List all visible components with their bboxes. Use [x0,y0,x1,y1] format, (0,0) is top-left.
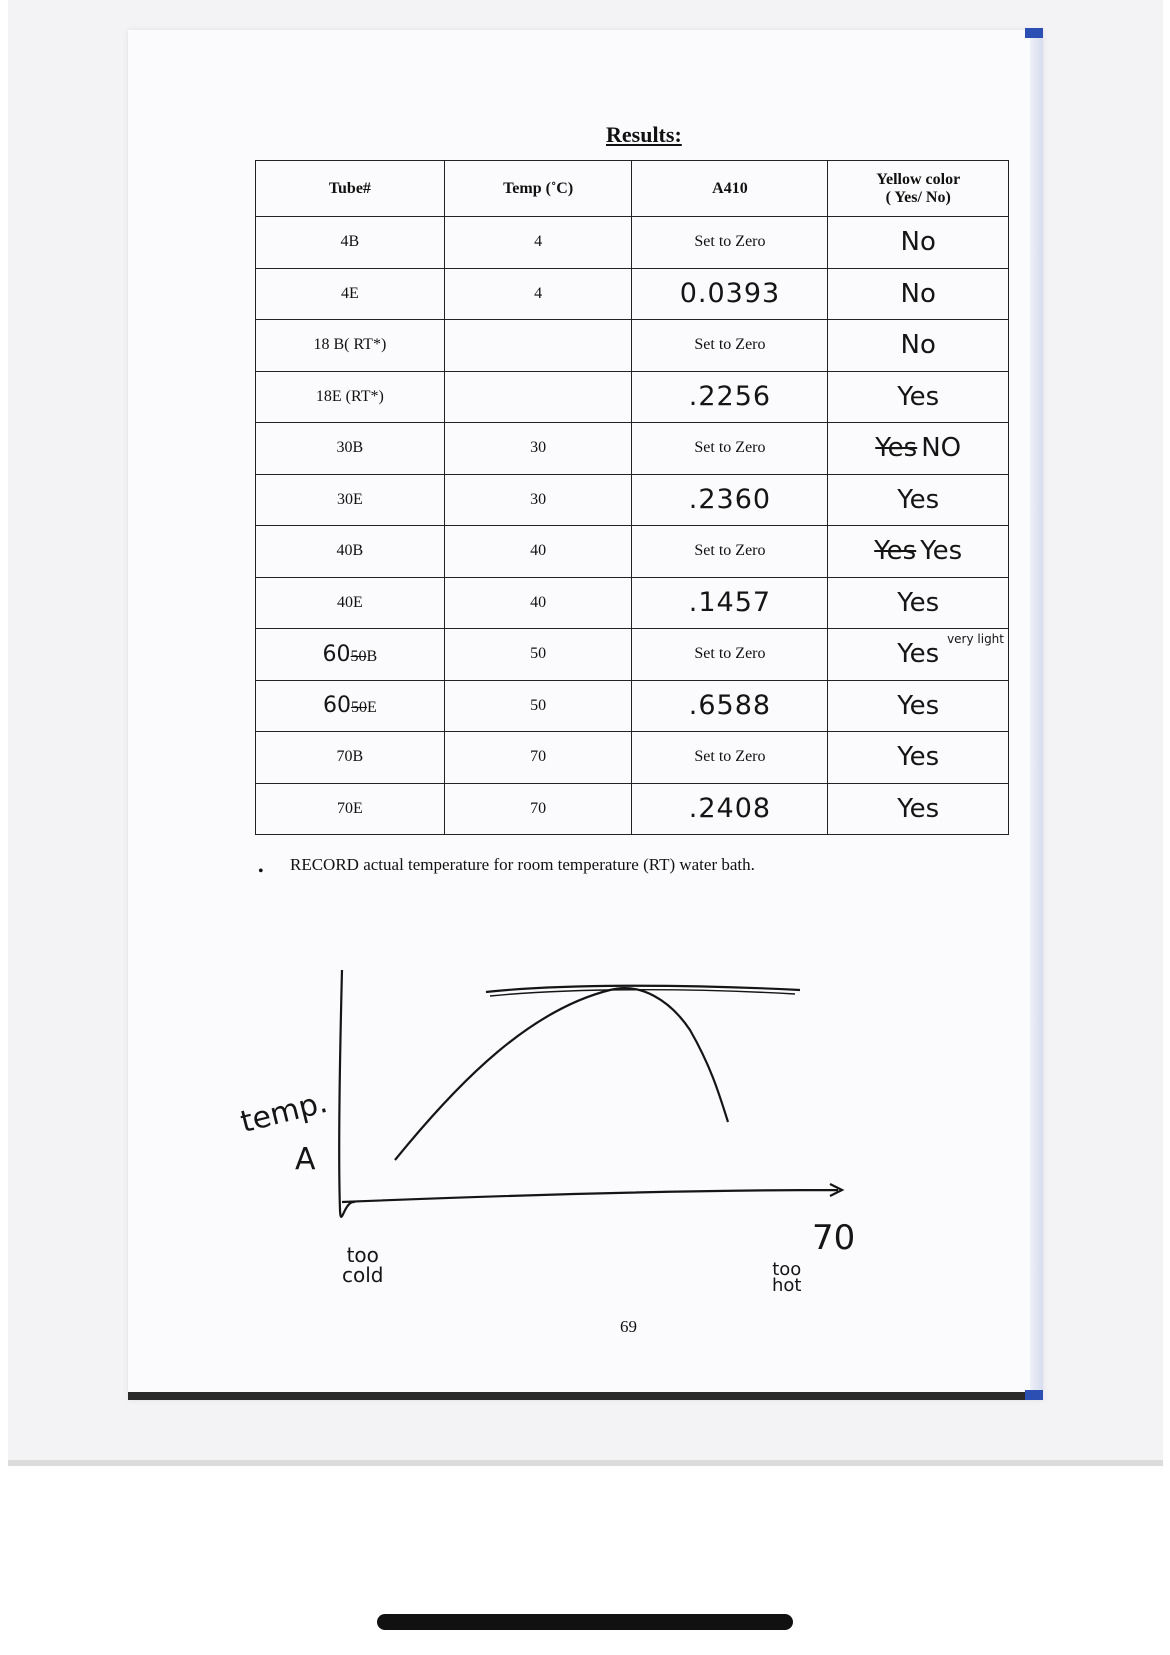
cell-yellow [828,577,1009,629]
binder-corner-mark-bottom [1025,1390,1043,1400]
tube-struck-number: 50 [350,699,367,717]
table-row [256,680,1009,732]
cell-tube [256,320,445,372]
tube-label: 18 B( RT*) [313,336,387,354]
bullet: • [258,863,264,880]
tube-handwritten-correction: 60 [322,693,351,719]
cell-tube [256,783,445,835]
cell-yellow [828,680,1009,732]
table-row [256,732,1009,784]
table-row [256,629,1009,681]
too-cold-line2: cold [342,1263,384,1287]
cell-tube [256,268,445,320]
tube-label: 4B [340,233,360,251]
table-row [256,371,1009,423]
tube-label: 40B [336,542,364,560]
yellow-answer: Yes [897,793,940,824]
results-title: Results: [606,122,682,147]
yellow-answer: Yes [920,536,963,567]
cell-tube [256,217,445,269]
cell-yellow [828,268,1009,320]
sketch-curve [395,988,728,1160]
results-table [255,160,1009,835]
yellow-answer: Yes [897,587,940,618]
tube-struck-number: 50 [350,647,367,665]
yellow-note: very light [947,632,1004,646]
cell-tube [256,423,445,475]
sketch-y-label-a: A [295,1142,316,1177]
yellow-answer: Yes [897,742,940,773]
cell-yellow [828,423,1009,475]
tube-label: 30E [336,490,363,508]
header-yellow-label: Yellow color [876,170,961,188]
yellow-answer: NO [921,433,962,464]
table-header-row [256,161,1009,217]
cell-temp: 30 [444,474,632,526]
yellow-answer: Yes [897,690,940,721]
cell-tube [256,474,445,526]
cell-tube [256,526,445,578]
table-row [256,526,1009,578]
cell-tube [256,680,445,732]
header-tube: Tube# [256,161,445,217]
yellow-answer: Yes [897,639,940,670]
cell-temp: 70 [444,783,632,835]
cell-yellow [828,320,1009,372]
tube-label: E [366,699,377,717]
header-temp: Temp (˚C) [444,161,632,217]
cell-temp [444,320,632,372]
tube-label: 30B [336,439,364,457]
tube-label: 18E (RT*) [315,387,384,405]
page-number: 69 [620,1317,637,1336]
cell-tube [256,371,445,423]
cell-tube [256,629,445,681]
cell-absorbance: Set to Zero [632,629,828,681]
cell-absorbance: Set to Zero [632,423,828,475]
cell-absorbance: Set to Zero [632,217,828,269]
yellow-answer: Yes [897,484,940,515]
tube-label: 4E [340,284,359,302]
cell-absorbance-handwritten: .2256 [632,371,828,423]
tube-label: 70E [336,799,363,817]
yellow-answer: No [900,278,936,309]
cell-yellow [828,526,1009,578]
sketch-x-axis [342,1184,842,1202]
tube-label: B [366,647,378,665]
cell-absorbance: Set to Zero [632,526,828,578]
cell-temp: 50 [444,629,632,681]
cell-temp: 70 [444,732,632,784]
cell-tube [256,577,445,629]
cell-temp: 40 [444,577,632,629]
cell-absorbance-handwritten: .2360 [632,474,828,526]
header-yellow-sub: ( Yes/ No) [885,188,951,206]
cell-yellow [828,629,1009,681]
page-bottom-edge [128,1392,1043,1400]
cell-yellow [828,217,1009,269]
cell-absorbance: Set to Zero [632,732,828,784]
sketch-y-axis [339,970,355,1217]
too-cold-line1: too [346,1243,379,1267]
binder-corner-mark [1025,28,1043,38]
header-absorbance [632,161,828,217]
cell-absorbance-handwritten: 0.0393 [632,268,828,320]
table-row [256,268,1009,320]
yellow-answer: No [900,330,936,361]
cell-temp: 40 [444,526,632,578]
table-row [256,474,1009,526]
cell-absorbance-handwritten: .2408 [632,783,828,835]
header-absorbance-label: A410 [712,179,748,197]
tube-label: 40E [336,593,363,611]
cell-absorbance-handwritten: .6588 [632,680,828,732]
yellow-struck-answer: Yes [874,536,917,567]
table-row [256,577,1009,629]
sketch-y-label: temp. [237,1084,331,1141]
cell-absorbance-handwritten: .1457 [632,577,828,629]
table-row [256,217,1009,269]
page-edge [1030,30,1043,1400]
table-row [256,320,1009,372]
cell-temp [444,371,632,423]
cell-yellow [828,783,1009,835]
cell-yellow [828,474,1009,526]
sketch-70: 70 [812,1218,856,1258]
home-indicator[interactable] [377,1614,793,1630]
cell-tube [256,732,445,784]
sketch-too-hot [772,1259,802,1296]
cell-temp: 4 [444,217,632,269]
cell-temp: 50 [444,680,632,732]
table-row [256,783,1009,835]
tube-handwritten-correction: 60 [322,641,351,667]
cell-yellow [828,371,1009,423]
yellow-answer: Yes [897,381,940,412]
cell-temp: 30 [444,423,632,475]
yellow-answer: No [900,227,936,258]
cell-absorbance: Set to Zero [632,320,828,372]
hand-sketch-graph [230,970,930,1340]
cell-yellow [828,732,1009,784]
record-instruction: RECORD actual temperature for room temperature (RT) water bath. [290,855,755,874]
header-yellow [828,161,1009,217]
yellow-struck-answer: Yes [875,433,918,464]
too-hot-line1: too [772,1259,802,1280]
cell-temp: 4 [444,268,632,320]
too-hot-line2: hot [772,1275,802,1296]
table-row [256,423,1009,475]
tube-label: 70B [336,748,364,766]
sketch-too-cold [342,1245,383,1285]
